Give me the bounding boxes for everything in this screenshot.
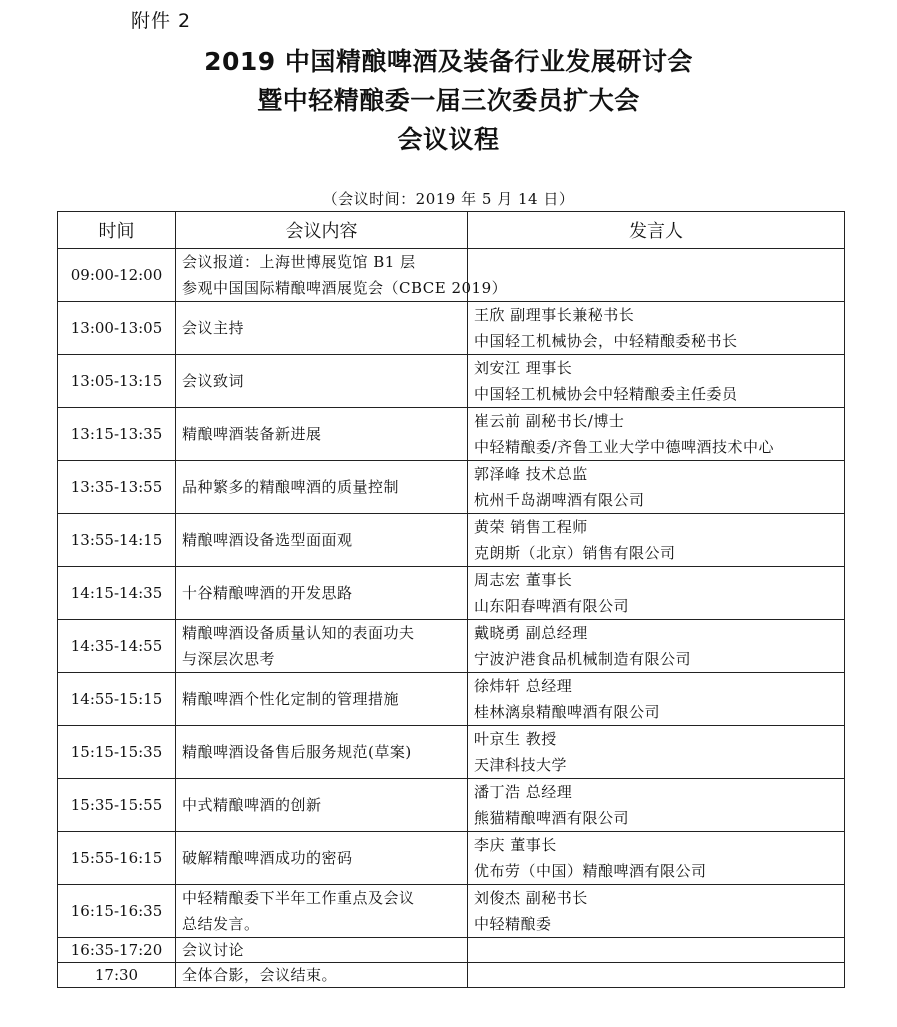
title-block [0, 42, 897, 159]
cell-speaker [468, 461, 845, 514]
content-line: 与深层次思考 [182, 650, 276, 668]
speaker-line: 中国轻工机械协会中轻精酿委主任委员 [474, 385, 738, 403]
cell-speaker [468, 779, 845, 832]
content-line: 会议讨论 [182, 941, 245, 959]
table-header-row [58, 212, 845, 249]
cell-content [176, 832, 468, 885]
cell-time: 13:55-14:15 [58, 514, 176, 567]
cell-speaker [468, 567, 845, 620]
table-row [58, 408, 845, 461]
cell-time: 13:15-13:35 [58, 408, 176, 461]
header-time: 时间 [58, 212, 176, 249]
meeting-time: （会议时间：2019 年 5 月 14 日） [322, 190, 575, 208]
cell-speaker [468, 302, 845, 355]
cell-content [176, 302, 468, 355]
speaker-line: 王欣 副理事长兼秘书长 [474, 306, 635, 324]
content-line: 全体合影，会议结束。 [182, 966, 338, 984]
speaker-line: 叶京生 教授 [474, 730, 557, 748]
main-title: 2019 中国精酿啤酒及装备行业发展研讨会 [204, 47, 693, 76]
cell-speaker [468, 963, 845, 988]
content-line: 精酿啤酒个性化定制的管理措施 [182, 690, 400, 708]
cell-time: 15:55-16:15 [58, 832, 176, 885]
speaker-line: 戴晓勇 副总经理 [474, 624, 588, 642]
table-row [58, 461, 845, 514]
cell-speaker [468, 938, 845, 963]
content-line: 中式精酿啤酒的创新 [182, 796, 322, 814]
cell-time: 09:00-12:00 [58, 249, 176, 302]
content-line: 会议主持 [182, 319, 245, 337]
table-row [58, 938, 845, 963]
content-line: 中轻精酿委下半年工作重点及会议 [182, 889, 415, 907]
table-row [58, 620, 845, 673]
speaker-line: 潘丁浩 总经理 [474, 783, 573, 801]
content-line: 精酿啤酒设备质量认知的表面功夫 [182, 624, 415, 642]
cell-content [176, 938, 468, 963]
cell-time: 16:15-16:35 [58, 885, 176, 938]
table-row [58, 355, 845, 408]
cell-time: 13:00-13:05 [58, 302, 176, 355]
attachment-label: 附件 2 [131, 10, 192, 32]
content-line: 总结发言。 [182, 915, 260, 933]
cell-speaker [468, 885, 845, 938]
content-line: 品种繁多的精酿啤酒的质量控制 [182, 478, 400, 496]
speaker-line: 崔云前 副秘书长/博士 [474, 412, 625, 430]
cell-time: 13:35-13:55 [58, 461, 176, 514]
speaker-line: 周志宏 董事长 [474, 571, 573, 589]
speaker-line: 杭州千岛湖啤酒有限公司 [474, 491, 645, 509]
speaker-line: 桂林漓泉精酿啤酒有限公司 [474, 703, 661, 721]
table-row [58, 567, 845, 620]
content-line: 十谷精酿啤酒的开发思路 [182, 584, 353, 602]
cell-speaker [468, 726, 845, 779]
cell-content [176, 726, 468, 779]
cell-time: 17:30 [58, 963, 176, 988]
content-line: 精酿啤酒设备售后服务规范(草案) [182, 743, 412, 761]
cell-content [176, 514, 468, 567]
cell-speaker [468, 249, 845, 302]
table-row [58, 249, 845, 302]
speaker-line: 山东阳春啤酒有限公司 [474, 597, 630, 615]
content-line: 破解精酿啤酒成功的密码 [182, 849, 353, 867]
agenda-table [57, 211, 845, 988]
cell-speaker [468, 620, 845, 673]
speaker-line: 熊猫精酿啤酒有限公司 [474, 809, 630, 827]
table-row [58, 779, 845, 832]
cell-speaker [468, 408, 845, 461]
cell-content [176, 963, 468, 988]
cell-content [176, 673, 468, 726]
cell-speaker [468, 514, 845, 567]
cell-time: 13:05-13:15 [58, 355, 176, 408]
cell-speaker [468, 832, 845, 885]
cell-content [176, 461, 468, 514]
cell-content [176, 408, 468, 461]
cell-content [176, 620, 468, 673]
cell-content [176, 249, 508, 302]
agenda-title: 会议议程 [397, 125, 500, 154]
speaker-line: 李庆 董事长 [474, 836, 557, 854]
cell-speaker [468, 673, 845, 726]
agenda-body [58, 249, 845, 988]
speaker-line: 优布劳（中国）精酿啤酒有限公司 [474, 862, 707, 880]
speaker-line: 中轻精酿委 [474, 915, 552, 933]
cell-content [176, 567, 468, 620]
speaker-line: 黄荣 销售工程师 [474, 518, 588, 536]
content-line: 参观中国国际精酿啤酒展览会（CBCE 2019） [182, 279, 508, 297]
sub-title: 暨中轻精酿委一届三次委员扩大会 [257, 86, 640, 115]
cell-content [176, 779, 468, 832]
speaker-line: 刘俊杰 副秘书长 [474, 889, 588, 907]
cell-content [176, 885, 468, 938]
header-content: 会议内容 [176, 212, 468, 249]
speaker-line: 宁波沪港食品机械制造有限公司 [474, 650, 692, 668]
speaker-line: 天津科技大学 [474, 756, 568, 774]
cell-speaker [468, 355, 845, 408]
speaker-line: 刘安江 理事长 [474, 359, 573, 377]
speaker-line: 郭泽峰 技术总监 [474, 465, 588, 483]
table-row [58, 302, 845, 355]
content-line: 精酿啤酒设备选型面面观 [182, 531, 353, 549]
cell-time: 16:35-17:20 [58, 938, 176, 963]
content-line: 会议致词 [182, 372, 245, 390]
cell-content [176, 355, 468, 408]
cell-time: 15:15-15:35 [58, 726, 176, 779]
cell-time: 14:15-14:35 [58, 567, 176, 620]
content-line: 精酿啤酒装备新进展 [182, 425, 322, 443]
cell-time: 15:35-15:55 [58, 779, 176, 832]
table-row [58, 885, 845, 938]
table-row [58, 514, 845, 567]
cell-time: 14:55-15:15 [58, 673, 176, 726]
speaker-line: 克朗斯（北京）销售有限公司 [474, 544, 676, 562]
cell-time: 14:35-14:55 [58, 620, 176, 673]
speaker-line: 中国轻工机械协会，中轻精酿委秘书长 [474, 332, 738, 350]
header-speaker: 发言人 [468, 212, 845, 249]
table-row [58, 673, 845, 726]
table-row [58, 963, 845, 988]
content-line: 会议报道：上海世博展览馆 B1 层 [182, 253, 416, 271]
speaker-line: 中轻精酿委/齐鲁工业大学中德啤酒技术中心 [474, 438, 775, 456]
table-row [58, 832, 845, 885]
speaker-line: 徐炜轩 总经理 [474, 677, 573, 695]
table-row [58, 726, 845, 779]
